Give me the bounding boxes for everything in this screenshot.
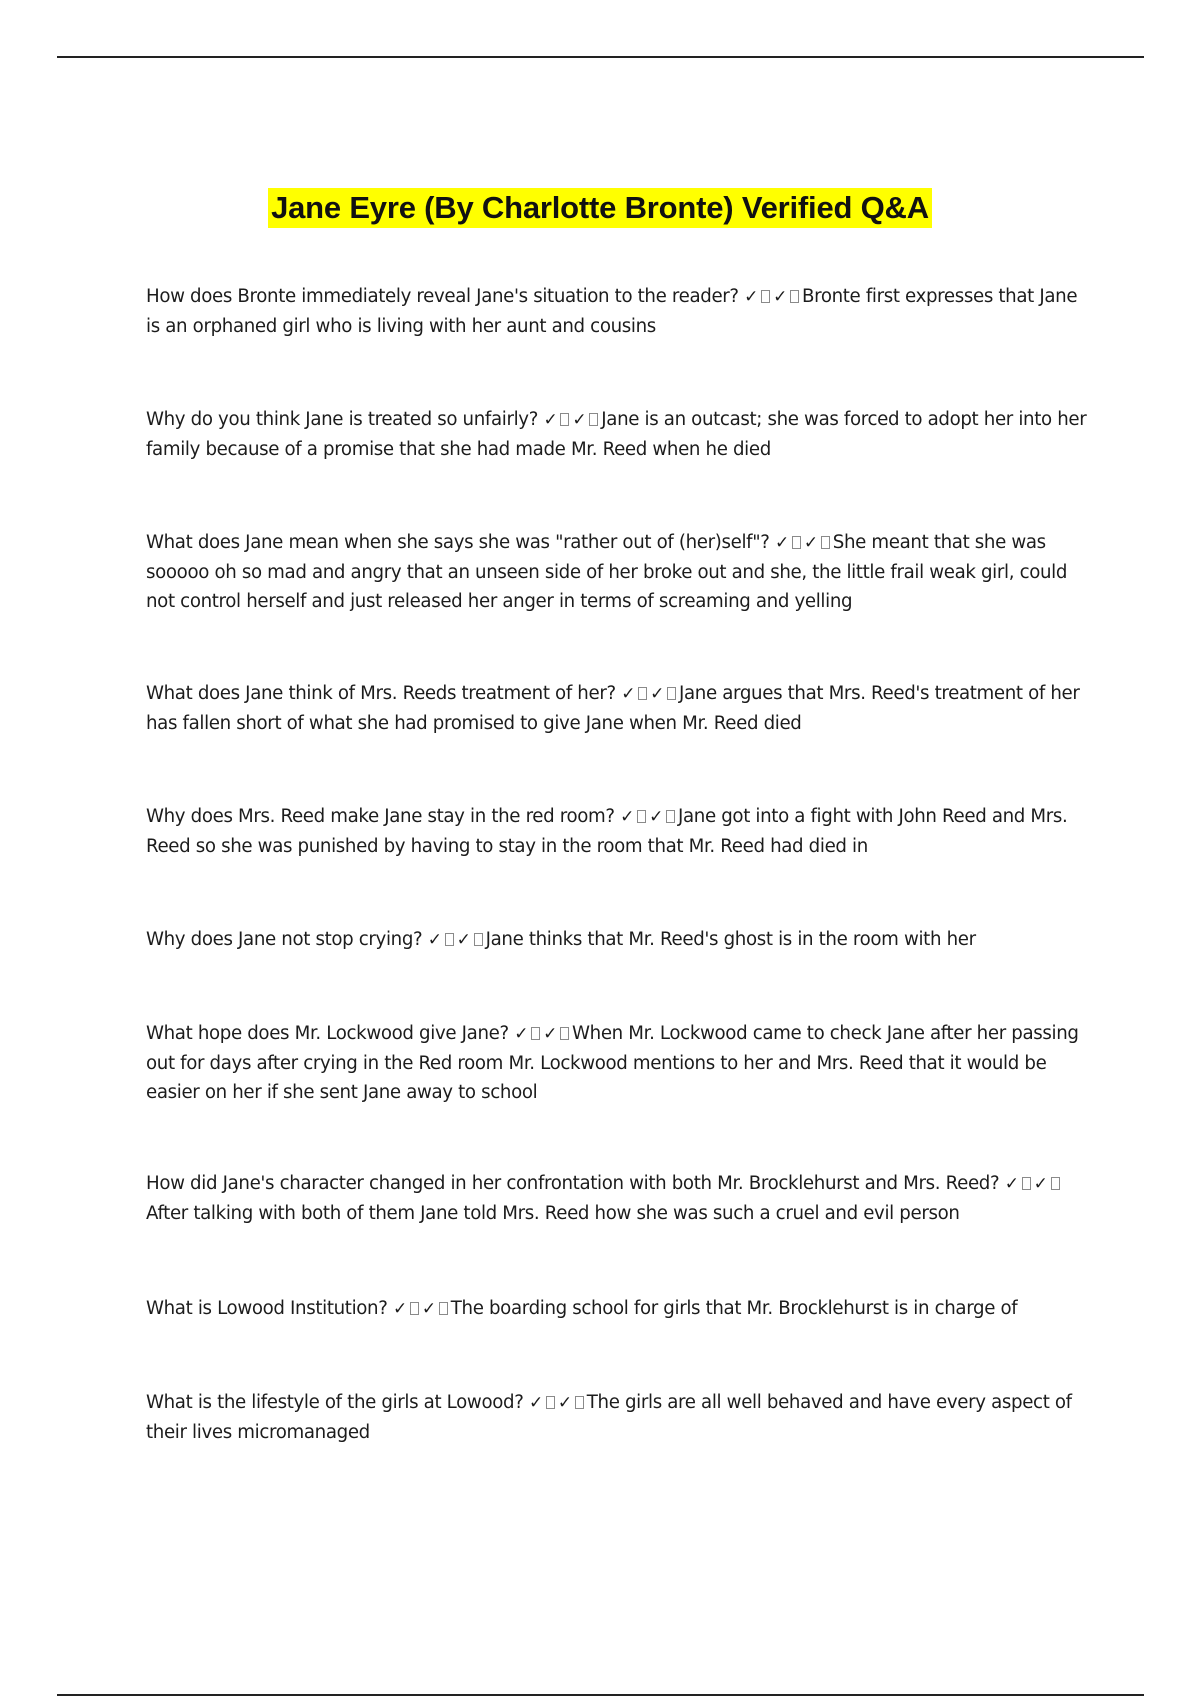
missing-glyph-icon: [474, 933, 483, 946]
answer-text: Jane thinks that Mr. Reed's ghost is in the room with her: [485, 929, 976, 950]
check-mark-icon: ✓: [1004, 1174, 1019, 1194]
qa-item: [146, 1294, 1096, 1324]
bottom-rule: [57, 1694, 1144, 1696]
document-title: Jane Eyre (By Charlotte Bronte) Verified Q&A: [268, 188, 932, 228]
missing-glyph-icon: [792, 536, 801, 549]
top-rule: [57, 56, 1144, 58]
check-mark-icon: ✓: [421, 1299, 436, 1319]
missing-glyph-icon: [410, 1302, 419, 1315]
missing-glyph-icon: [560, 1027, 569, 1040]
missing-glyph-icon: [821, 536, 830, 549]
qa-item: [146, 802, 1096, 861]
missing-glyph-icon: [666, 810, 675, 823]
check-mark-icon: ✓: [649, 807, 663, 827]
qa-item: [146, 679, 1096, 738]
missing-glyph-icon: [531, 1027, 540, 1040]
question-text: Why do you think Jane is treated so unfairly?: [146, 409, 539, 430]
check-mark-icon: ✓: [650, 684, 664, 704]
answer-text: When Mr. Lockwood came to check Jane after her passing out for days after crying in the Red room Mr. Lockwood mentions to her and Mrs. Reed that it would be easier on her if she sent Jane away to school: [146, 1023, 1079, 1103]
check-mark-icon: ✓: [773, 287, 787, 307]
answer-text: Bronte first expresses that Jane is an orphaned girl who is living with her aunt and cousins: [146, 286, 1078, 337]
answer-text: After talking with both of them Jane told Mrs. Reed how she was such a cruel and evil person: [146, 1203, 960, 1224]
qa-item: [146, 1169, 1096, 1228]
missing-glyph-icon: [638, 687, 647, 700]
check-mark-icon: ✓: [620, 807, 635, 827]
check-mark-icon: ✓: [543, 1024, 558, 1044]
check-mark-icon: ✓: [744, 287, 759, 307]
question-text: How did Jane's character changed in her confrontation with both Mr. Brocklehurst and Mrs. Reed?: [146, 1173, 1000, 1194]
question-text: Why does Mrs. Reed make Jane stay in the red room?: [146, 806, 615, 827]
qa-item: [146, 282, 1096, 341]
check-mark-icon: ✓: [392, 1299, 407, 1319]
missing-glyph-icon: [761, 290, 770, 303]
question-text: What is Lowood Institution?: [146, 1298, 388, 1319]
missing-glyph-icon: [445, 933, 454, 946]
question-text: How does Bronte immediately reveal Jane's situation to the reader?: [146, 286, 739, 307]
missing-glyph-icon: [439, 1302, 448, 1315]
qa-item: [146, 405, 1096, 464]
answer-text: She meant that she was sooooo oh so mad and angry that an unseen side of her broke out and she, the little frail weak girl, could not control herself and just released her anger in terms of screaming and yelling: [146, 532, 1068, 612]
question-text: What does Jane mean when she says she was "rather out of (her)self"?: [146, 532, 770, 553]
question-text: Why does Jane not stop crying?: [146, 929, 423, 950]
check-mark-icon: ✓: [557, 1393, 572, 1413]
question-text: What hope does Mr. Lockwood give Jane?: [146, 1023, 509, 1044]
check-mark-icon: ✓: [427, 930, 442, 950]
qa-item: [146, 925, 1096, 955]
check-mark-icon: ✓: [528, 1393, 543, 1413]
qa-item: [146, 1019, 1096, 1107]
answer-text: The girls are all well behaved and have every aspect of their lives micromanaged: [146, 1392, 1072, 1443]
missing-glyph-icon: [1022, 1177, 1031, 1190]
title-container: [0, 188, 1200, 228]
check-mark-icon: ✓: [774, 533, 789, 553]
answer-text: The boarding school for girls that Mr. Brocklehurst is in charge of: [450, 1298, 1018, 1319]
missing-glyph-icon: [589, 413, 598, 426]
check-mark-icon: ✓: [543, 410, 558, 430]
answer-text: Jane argues that Mrs. Reed's treatment of her has fallen short of what she had promised to give Jane when Mr. Reed died: [146, 683, 1080, 734]
answer-text: Jane is an outcast; she was forced to adopt her into her family because of a promise that she had made Mr. Reed when he died: [146, 409, 1087, 460]
question-text: What is the lifestyle of the girls at Lowood?: [146, 1392, 524, 1413]
qa-item: [146, 528, 1096, 616]
missing-glyph-icon: [575, 1396, 584, 1409]
missing-glyph-icon: [667, 687, 676, 700]
missing-glyph-icon: [637, 810, 646, 823]
check-mark-icon: ✓: [803, 533, 818, 553]
qa-item: [146, 1388, 1096, 1447]
check-mark-icon: ✓: [456, 930, 471, 950]
question-text: What does Jane think of Mrs. Reeds treatment of her?: [146, 683, 616, 704]
missing-glyph-icon: [560, 413, 569, 426]
check-mark-icon: ✓: [514, 1024, 529, 1044]
answer-text: Jane got into a fight with John Reed and Mrs. Reed so she was punished by having to stay in the room that Mr. Reed had died in: [146, 806, 1068, 857]
missing-glyph-icon: [790, 290, 799, 303]
check-mark-icon: ✓: [1033, 1174, 1048, 1194]
missing-glyph-icon: [546, 1396, 555, 1409]
check-mark-icon: ✓: [572, 410, 587, 430]
missing-glyph-icon: [1051, 1177, 1060, 1190]
check-mark-icon: ✓: [621, 684, 636, 704]
